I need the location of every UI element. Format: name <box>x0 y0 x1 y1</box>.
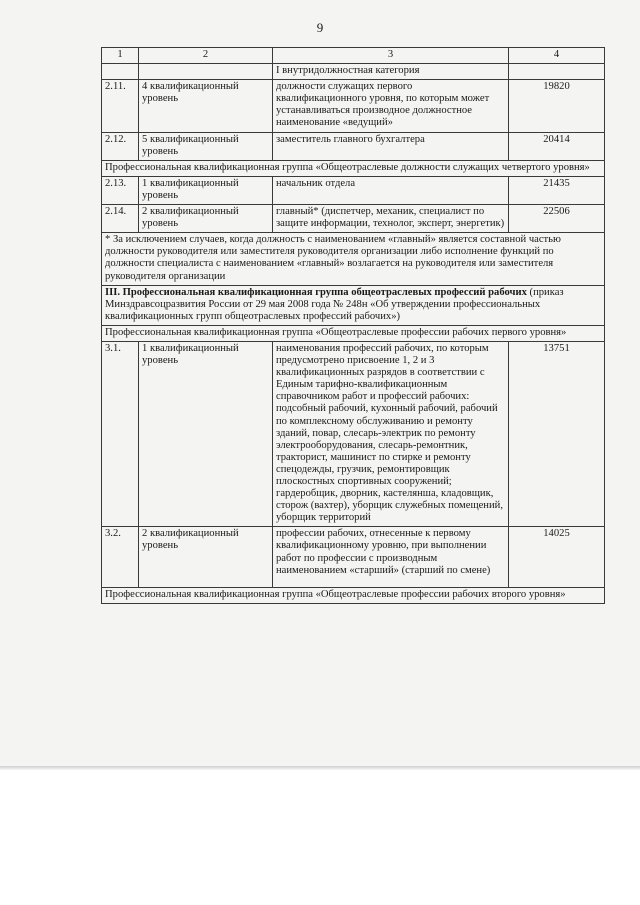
qualification-level: 2 квалификационный уровень <box>139 527 273 587</box>
salary-value: 21435 <box>509 176 605 204</box>
table-row <box>102 80 605 132</box>
row-number: 3.2. <box>102 527 139 587</box>
salary-value: 20414 <box>509 132 605 160</box>
row-number: 2.14. <box>102 205 139 233</box>
position-names: наименования профессий рабочих, по которым предусмотрено присвоение 1, 2 и 3 квалификационных разрядов в соответствии с Единым тарифно-квалификационным справочником работ и профессий рабочих: подсобный рабочий, кухонный рабочий, рабочий по комплексному обслуживанию и ремонту зданий, повар, слесарь-электрик по ремонту электрооборудования, слесарь-ремонтник, тракторист, машинист по стирке и ремонту спецодежды, грузчик, ремонтировщик плоскостных спортивных сооружений; гардеробщик, дворник, кастелянша, кладовщик, сторож (вахтер), уборщик служебных помещений, уборщик территорий <box>273 341 509 526</box>
position-names: главный* (диспетчер, механик, специалист по защите информации, технолог, эксперт, энергетик) <box>273 205 509 233</box>
header-cell: 1 <box>102 48 139 64</box>
qualification-level: 4 квалификационный уровень <box>139 80 273 132</box>
group-heading-row <box>102 325 605 341</box>
table-row <box>102 64 605 80</box>
row-number: 2.11. <box>102 80 139 132</box>
qualification-level: 2 квалификационный уровень <box>139 205 273 233</box>
position-names: профессии рабочих, отнесенные к первому квалификационному уровню, при выполнении работ по профессии с производным наименованием «старший» (старший по смене) <box>273 527 509 587</box>
footnote: * За исключением случаев, когда должность с наименованием «главный» является составной частью должности руководителя или заместителя руководителя организации либо исполнение функций по должности специалиста с наименованием «главный» возлагается на руководителя или заместителя руководителя организации <box>102 233 605 285</box>
header-cell: 3 <box>273 48 509 64</box>
row-number: 2.12. <box>102 132 139 160</box>
qualification-level: 1 квалификационный уровень <box>139 341 273 526</box>
salary-value: 19820 <box>509 80 605 132</box>
page-number: 9 <box>316 20 324 35</box>
group-heading: Профессиональная квалификационная группа «Общеотраслевые профессии рабочих первого уровня» <box>102 325 605 341</box>
row-number: 3.1. <box>102 341 139 526</box>
row-number: 2.13. <box>102 176 139 204</box>
table-row <box>102 132 605 160</box>
group-heading: Профессиональная квалификационная группа «Общеотраслевые профессии рабочих второго уровня» <box>102 587 605 603</box>
section-order-reference: (приказ Минздравсоцразвития России от 29 мая 2008 года № 248н «Об утверждении профессиональных квалификационных групп общеотраслевых профессий рабочих») <box>105 286 564 322</box>
table-row <box>102 341 605 526</box>
group-heading: Профессиональная квалификационная группа «Общеотраслевые должности служащих четвертого уровня» <box>102 160 605 176</box>
category-cell: I внутридолжностная категория <box>273 64 509 80</box>
qualification-level: 1 квалификационный уровень <box>139 176 273 204</box>
header-cell: 4 <box>509 48 605 64</box>
salary-table <box>101 47 605 604</box>
table-header-row <box>102 48 605 64</box>
table-row <box>102 527 605 587</box>
group-heading-row <box>102 587 605 603</box>
scan-edge <box>0 766 640 770</box>
section-title: III. Профессиональная квалификационная группа общеотраслевых профессий рабочих <box>105 286 527 298</box>
header-cell: 2 <box>139 48 273 64</box>
qualification-level: 5 квалификационный уровень <box>139 132 273 160</box>
salary-value: 13751 <box>509 341 605 526</box>
section-heading <box>102 285 605 325</box>
section-heading-row <box>102 285 605 325</box>
position-names: заместитель главного бухгалтера <box>273 132 509 160</box>
salary-value: 14025 <box>509 527 605 587</box>
position-names: должности служащих первого квалификационного уровня, по которым может устанавливаться производное должностное наименование «ведущий» <box>273 80 509 132</box>
salary-value: 22506 <box>509 205 605 233</box>
footnote-row <box>102 233 605 285</box>
table-row <box>102 176 605 204</box>
table-row <box>102 205 605 233</box>
group-heading-row <box>102 160 605 176</box>
position-names: начальник отдела <box>273 176 509 204</box>
